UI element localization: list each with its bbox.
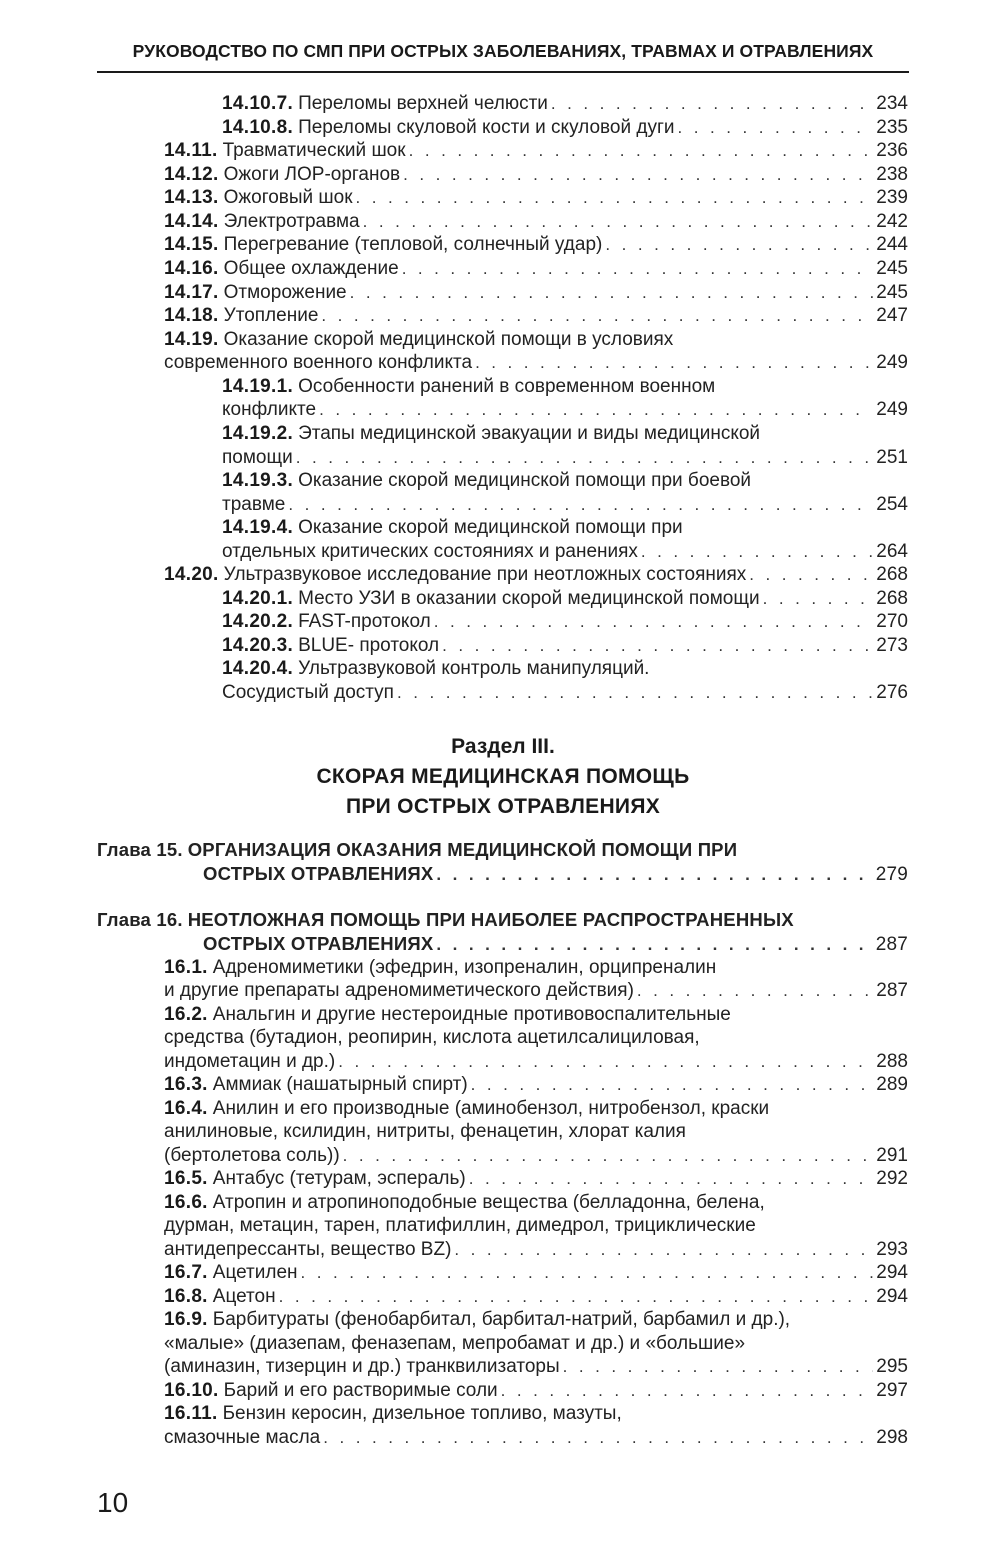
toc-entry[interactable]: 14.20.3. BLUE- протокол . . . 273 [222,634,908,658]
section-heading [200,732,806,822]
toc-entry[interactable]: 14.19.4. Оказание скорой медицинской помощи при [222,517,683,538]
toc-entry-continuation[interactable]: дурман, метацин, тарен, платифиллин, димедрол, трициклические [164,1215,756,1236]
toc-entry-continuation[interactable]: травме . . . 254 [222,493,908,517]
toc-entry-continuation[interactable]: смазочные масла . . . 298 [164,1426,908,1450]
toc-entry[interactable]: 14.20.1. Место УЗИ в оказании скорой медицинской помощи . . . 268 [222,587,908,611]
toc-entry[interactable]: 16.8. Ацетон . . . 294 [164,1285,908,1309]
page-number: 10 [97,1487,129,1518]
toc-entry[interactable]: 16.7. Ацетилен . . . 294 [164,1261,908,1285]
toc-entry[interactable]: 16.6. Атропин и атропиноподобные вещества (белладонна, белена, [164,1192,765,1213]
toc-entry-continuation[interactable]: (бертолетова соль)) . . . 291 [164,1144,908,1168]
toc-entry[interactable]: 14.19.3. Оказание скорой медицинской помощи при боевой [222,470,752,491]
header-rule [97,71,909,73]
toc-entry[interactable]: 16.10. Барий и его растворимые соли . . . 297 [164,1379,908,1403]
toc-entry[interactable]: 14.20. Ультразвуковое исследование при неотложных состояниях . . . 268 [164,563,908,587]
toc-entry-continuation[interactable]: средства (бутадион, реопирин, кислота ацетилсалициловая, [164,1027,700,1048]
toc-entry[interactable]: 16.3. Аммиак (нашатырный спирт) . . . 289 [164,1073,908,1097]
toc-entry[interactable]: 14.20.2. FAST-протокол . . . 270 [222,610,908,634]
toc-entry[interactable]: 14.19.2. Этапы медицинской эвакуации и виды медицинской [222,423,761,444]
section-title-line: СКОРАЯ МЕДИЦИНСКАЯ ПОМОЩЬ [316,765,690,788]
toc-entry[interactable]: 14.18. Утопление . . . 247 [164,304,908,328]
chapter-entry[interactable]: Глава 16. НЕОТЛОЖНАЯ ПОМОЩЬ ПРИ НАИБОЛЕЕ РАСПРОСТРАНЕННЫХ [97,909,794,930]
toc-entry[interactable]: 16.5. Антабус (тетурам, эспераль) . . . 292 [164,1167,908,1191]
toc-entry[interactable]: 14.19.1. Особенности ранений в современном военном [222,376,716,397]
toc-entry[interactable]: 14.20.4. Ультразвуковой контроль манипуляций. [222,658,650,679]
toc-entry-continuation[interactable]: (аминазин, тизерцин и др.) транквилизаторы . . . 295 [164,1355,908,1379]
toc-entry-continuation[interactable]: помощи . . . 251 [222,446,908,470]
toc-entry[interactable]: 14.10.7. Переломы верхней челюсти . . . 234 [222,92,908,116]
toc-entry-continuation[interactable]: анилиновые, ксилидин, нитриты, фенацетин, хлорат калия [164,1121,686,1142]
section-label: Раздел III. [451,735,555,758]
toc-entry[interactable]: 14.16. Общее охлаждение . . . 245 [164,257,908,281]
toc-entry[interactable]: 14.10.8. Переломы скуловой кости и скуловой дуги . . . 235 [222,116,908,140]
toc-entry-continuation[interactable]: и другие препараты адреномиметического действия) . . . 287 [164,979,908,1003]
toc-entry-continuation[interactable]: современного военного конфликта . . . 249 [164,351,908,375]
toc-entry-continuation[interactable]: Сосудистый доступ . . . 276 [222,681,908,705]
toc-entry[interactable]: 16.9. Барбитураты (фенобарбитал, барбитал-натрий, барбамил и др.), [164,1309,791,1330]
chapter-entry[interactable]: Глава 15. ОРГАНИЗАЦИЯ ОКАЗАНИЯ МЕДИЦИНСКОЙ ПОМОЩИ ПРИ [97,839,738,860]
toc-entry-continuation[interactable]: «малые» (диазепам, феназепам, мепробамат и др.) и «большие» [164,1333,746,1354]
toc-entry-continuation[interactable]: индометацин и др.) . . . 288 [164,1050,908,1074]
toc-entry[interactable]: 14.12. Ожоги ЛОР-органов . . . 238 [164,163,908,187]
chapter-entry-continuation[interactable]: ОСТРЫХ ОТРАВЛЕНИЯХ . . . 287 [203,932,908,956]
chapter-entry-continuation[interactable]: ОСТРЫХ ОТРАВЛЕНИЯХ . . . 279 [203,862,908,886]
toc-entry[interactable]: 14.15. Перегревание (тепловой, солнечный удар) . . . 244 [164,233,908,257]
toc-entry[interactable]: 14.14. Электротравма . . . 242 [164,210,908,234]
running-head: РУКОВОДСТВО ПО СМП ПРИ ОСТРЫХ ЗАБОЛЕВАНИЯХ, ТРАВМАХ И ОТРАВЛЕНИЯХ [132,41,874,61]
toc-entry[interactable]: 14.13. Ожоговый шок . . . 239 [164,186,908,210]
toc-entry[interactable]: 14.11. Травматический шок . . . 236 [164,139,908,163]
toc-entry[interactable]: 16.4. Анилин и его производные (аминобензол, нитробензол, краски [164,1098,770,1119]
toc-entry[interactable]: 14.17. Отморожение . . . 245 [164,281,908,305]
toc-entry-continuation[interactable]: конфликте . . . 249 [222,398,908,422]
toc-entry[interactable]: 16.1. Адреномиметики (эфедрин, изопреналин, орципреналин [164,957,717,978]
toc-entry[interactable]: 16.11. Бензин керосин, дизельное топливо, мазуты, [164,1403,622,1424]
section-title-line: ПРИ ОСТРЫХ ОТРАВЛЕНИЯХ [345,795,661,818]
toc-entry-continuation[interactable]: отдельных критических состояниях и ранениях . . . 264 [222,540,908,564]
toc-entry[interactable]: 16.2. Анальгин и другие нестероидные противовоспалительные [164,1004,731,1025]
toc-entry-continuation[interactable]: антидепрессанты, вещество BZ) . . . 293 [164,1238,908,1262]
toc-entry[interactable]: 14.19. Оказание скорой медицинской помощи в условиях [164,329,674,350]
